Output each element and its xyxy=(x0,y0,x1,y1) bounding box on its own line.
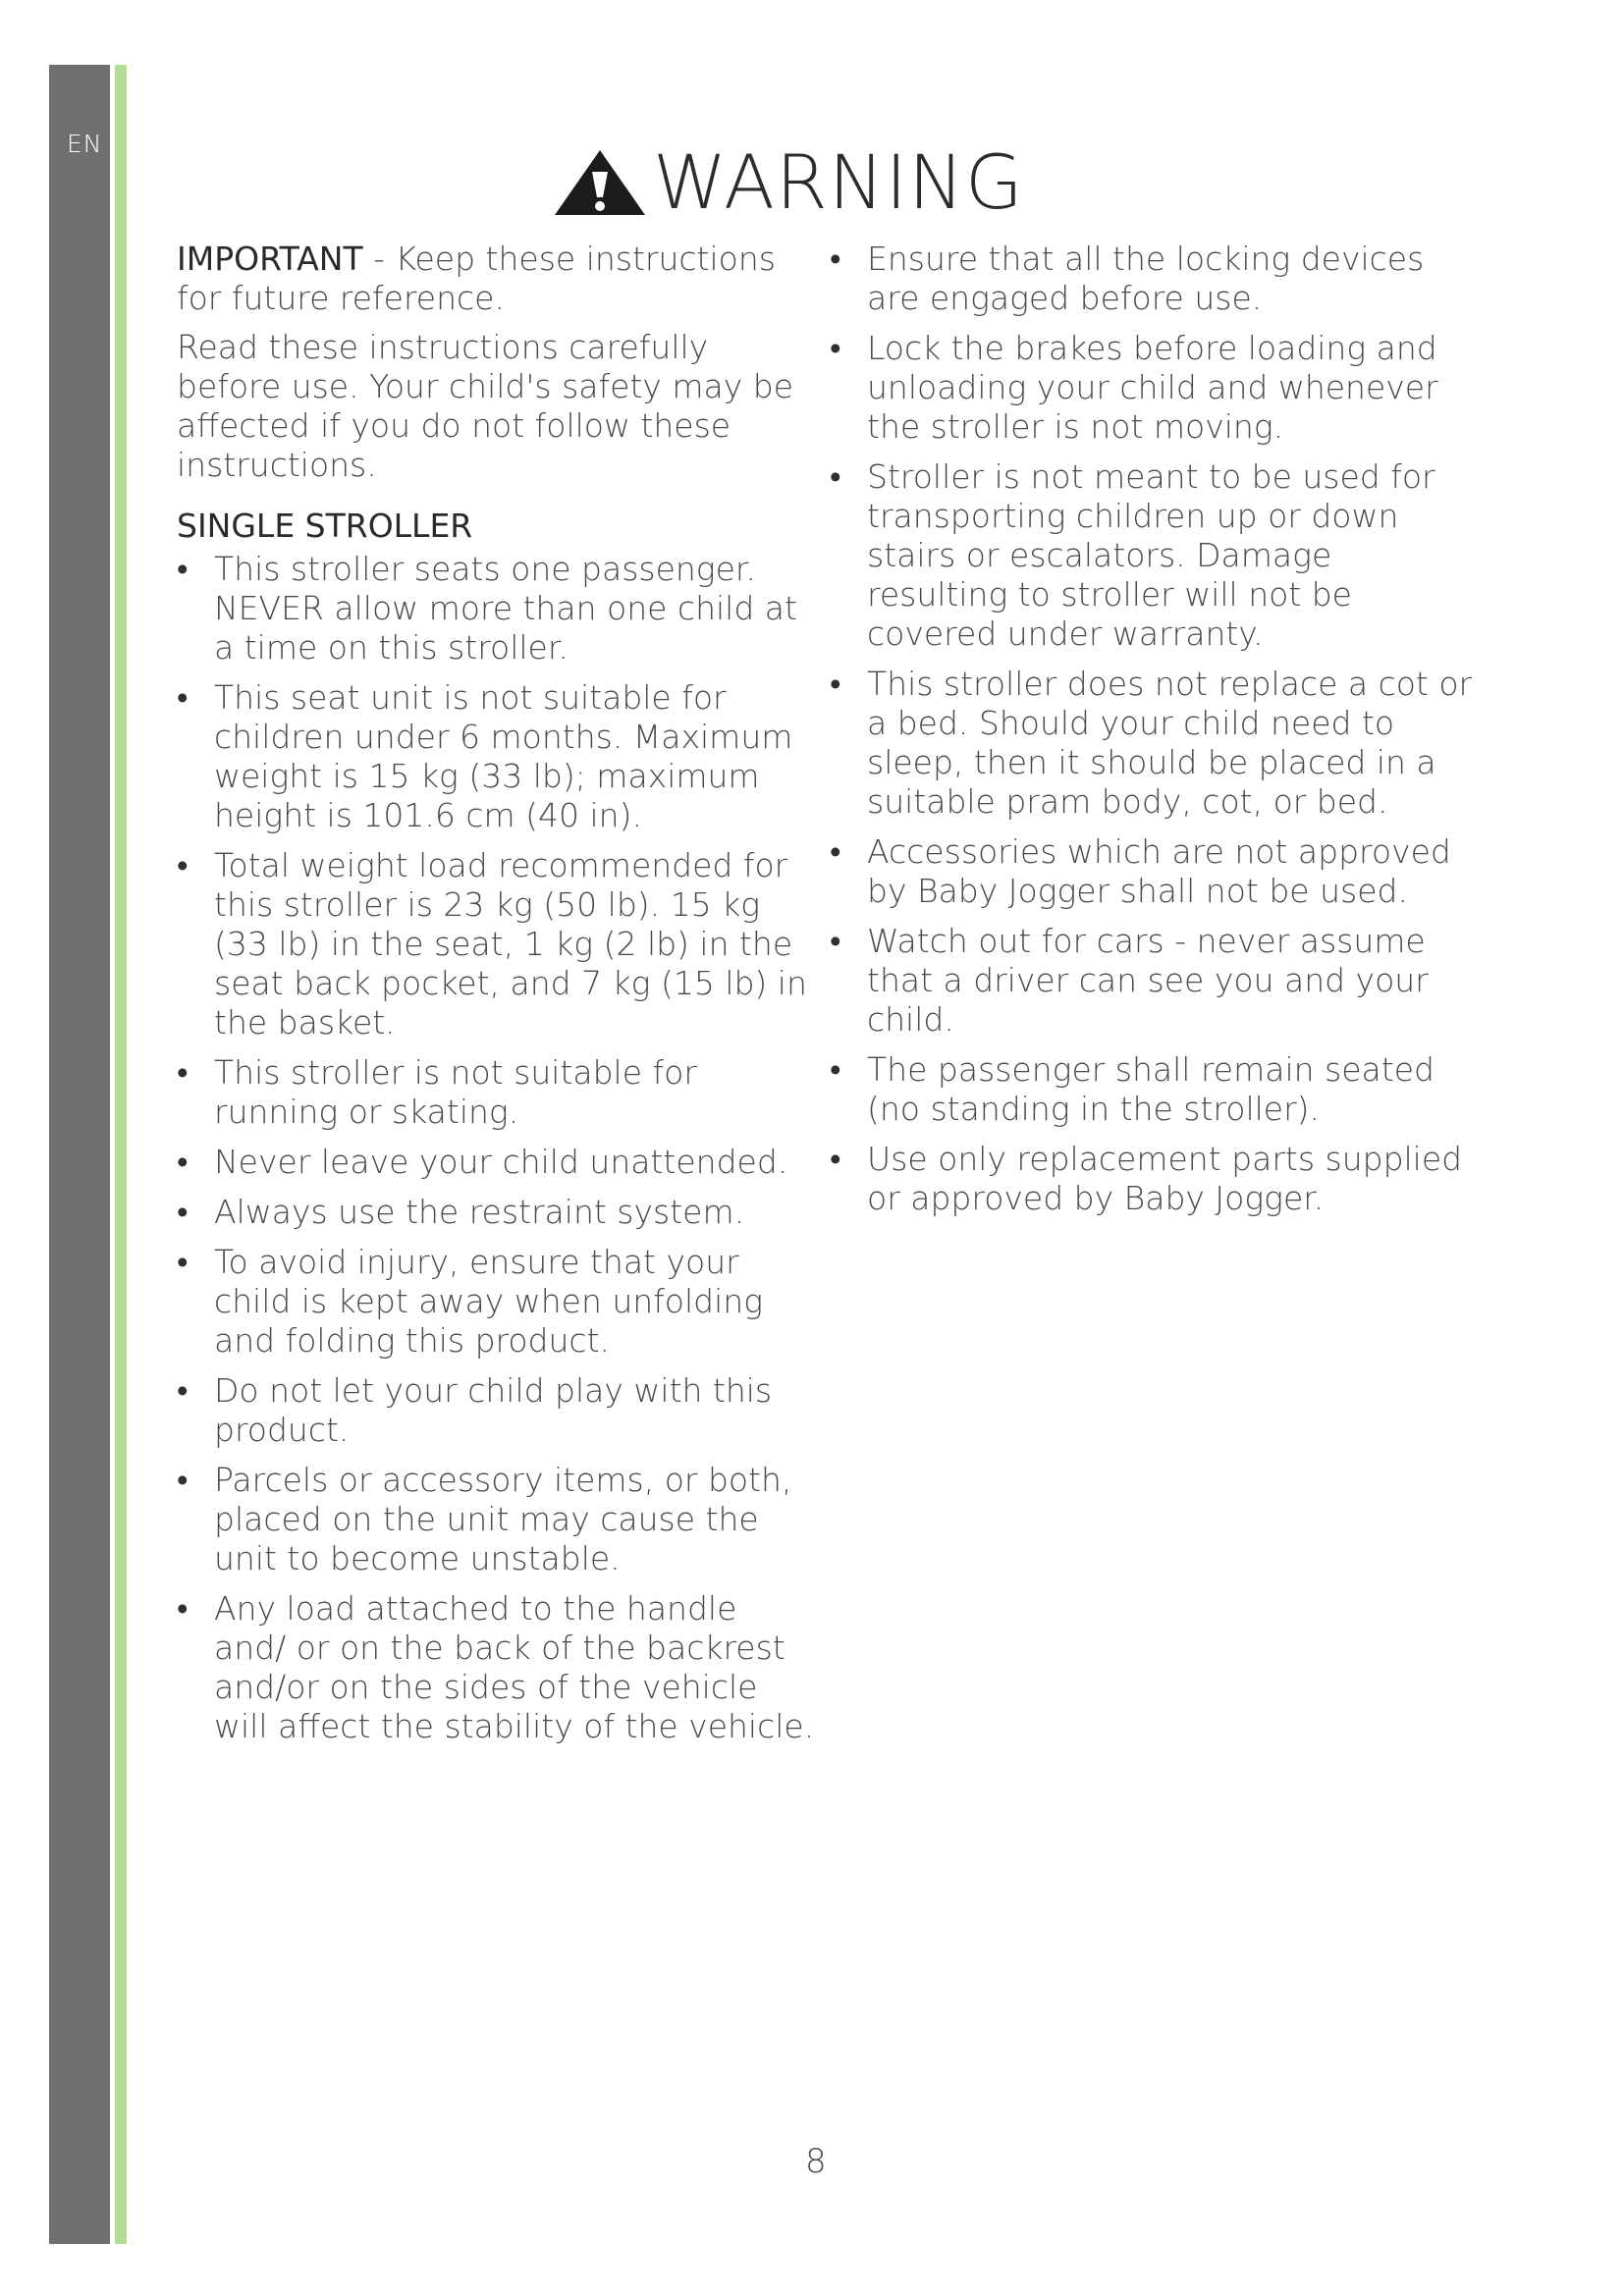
list-item: • Never leave your child unattended. xyxy=(177,1143,815,1182)
list-item: • This stroller does not replace a cot or a bed. Should your child need to sleep, then it should be placed in a suitable pram body, cot, or bed. xyxy=(830,665,1478,822)
section-heading: SINGLE STROLLER xyxy=(177,507,473,545)
list-item: • Any load attached to the handle and/ or on the back of the backrest and/or on the sides of the vehicle will affect the stability of the vehicle. xyxy=(177,1589,815,1746)
left-column xyxy=(177,240,815,1757)
sidebar-accent-stripe xyxy=(115,65,127,2244)
list-item: • The passenger shall remain seated (no standing in the stroller). xyxy=(830,1050,1478,1129)
list-item: • Lock the brakes before loading and unloading your child and whenever the stroller is not moving. xyxy=(830,329,1478,447)
list-item: • Accessories which are not approved by Baby Jogger shall not be used. xyxy=(830,832,1478,911)
list-item: • To avoid injury, ensure that your child is kept away when unfolding and folding this product. xyxy=(177,1243,815,1361)
list-item: • This stroller seats one passenger. NEVER allow more than one child at a time on this stroller. xyxy=(177,550,815,667)
language-label: EN xyxy=(67,130,103,158)
warning-triangle-icon xyxy=(553,148,647,217)
left-warning-list xyxy=(177,550,815,1746)
read-instructions-paragraph: Read these instructions carefully before use. Your child's safety may be affected if you do not follow these instructions. xyxy=(177,328,794,484)
warning-title: WARNING xyxy=(653,138,1024,226)
list-item: • Stroller is not meant to be used for transporting children up or down stairs or escalators. Damage resulting to stroller will not be covered under warranty. xyxy=(830,457,1478,654)
list-item: • Watch out for cars - never assume that a driver can see you and your child. xyxy=(830,922,1478,1040)
important-label: IMPORTANT xyxy=(177,240,363,278)
list-item: • This seat unit is not suitable for children under 6 months. Maximum weight is 15 kg (33 lb); maximum height is 101.6 cm (40 in). xyxy=(177,678,815,835)
important-text: - Keep these instructions for future reference. xyxy=(177,240,776,317)
sidebar-bar xyxy=(49,65,110,2244)
right-column xyxy=(830,240,1478,1229)
list-item: • Ensure that all the locking devices are engaged before use. xyxy=(830,240,1478,318)
list-item: • Do not let your child play with this product. xyxy=(177,1371,815,1450)
list-item: • Total weight load recommended for this stroller is 23 kg (50 lb). 15 kg (33 lb) in the seat, 1 kg (2 lb) in the seat back pocket, and 7 kg (15 lb) in the basket. xyxy=(177,846,815,1042)
warning-header xyxy=(553,138,1024,226)
list-item: • Use only replacement parts supplied or approved by Baby Jogger. xyxy=(830,1140,1478,1218)
list-item: • Always use the restraint system. xyxy=(177,1193,815,1232)
right-warning-list xyxy=(830,240,1478,1218)
list-item: • This stroller is not suitable for running or skating. xyxy=(177,1053,815,1132)
page-number: 8 xyxy=(805,2142,827,2181)
important-paragraph xyxy=(177,240,815,318)
list-item: • Parcels or accessory items, or both, placed on the unit may cause the unit to become unstable. xyxy=(177,1461,815,1578)
